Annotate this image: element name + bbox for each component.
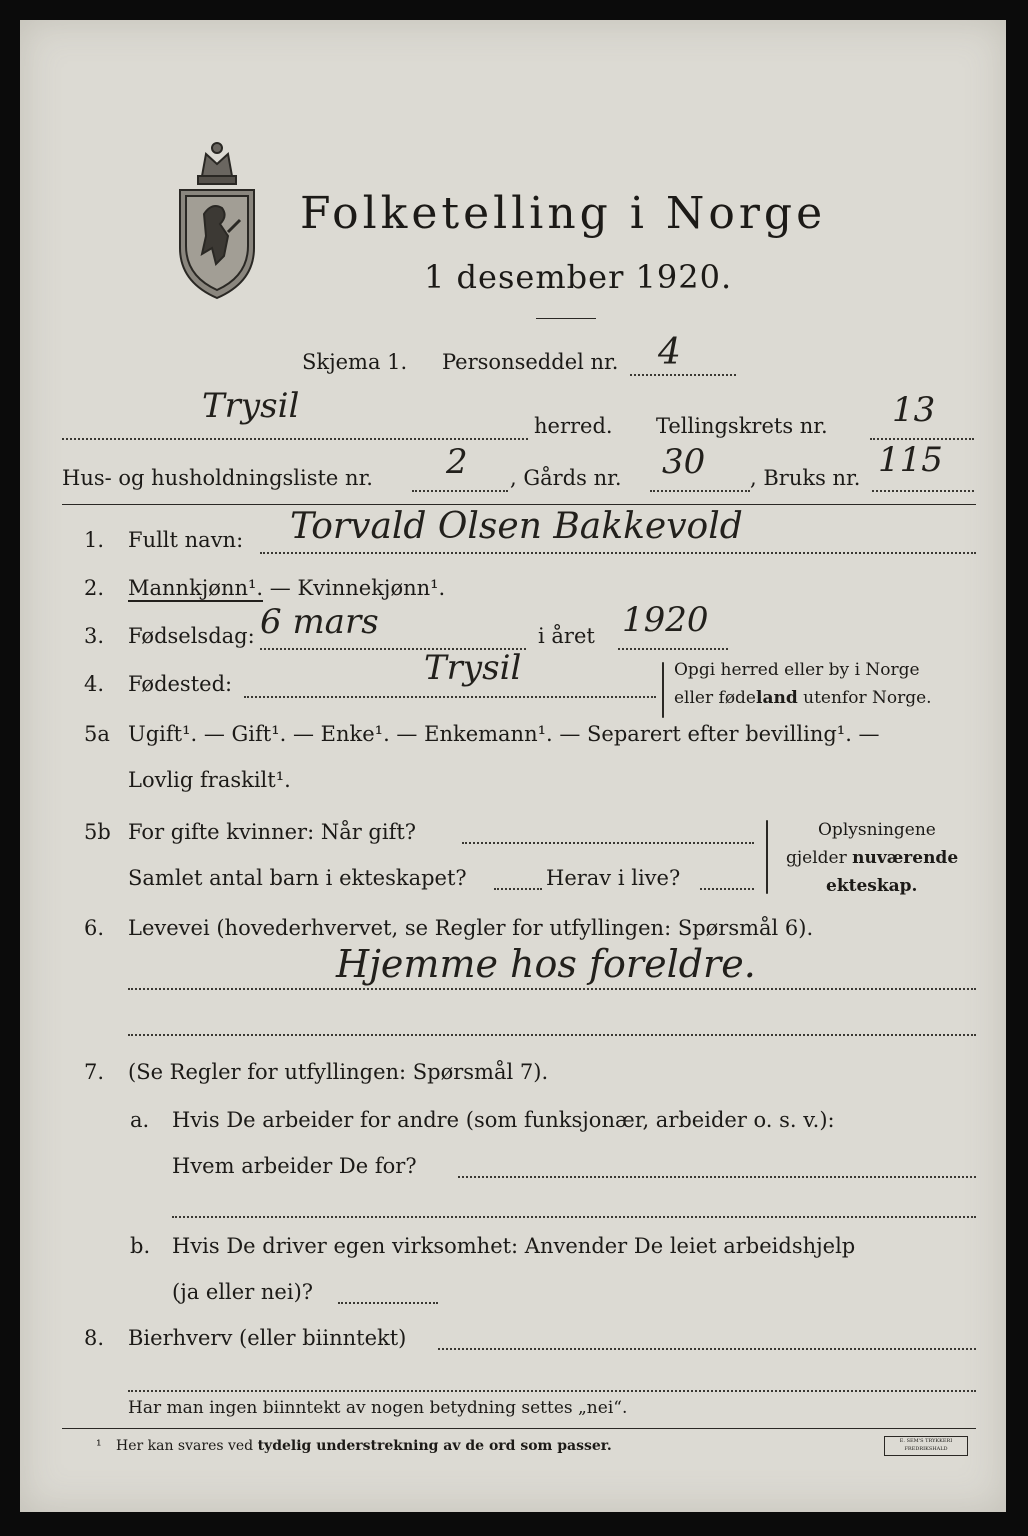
q8-label: Bierhverv (eller biinntekt) bbox=[128, 1326, 407, 1350]
q5b-alive-label: Herav i live? bbox=[546, 866, 681, 890]
q4-note-text-a: eller føde bbox=[674, 688, 756, 708]
q6-label: Levevei (hovederhvervet, se Regler for utfyllingen: Spørsmål 6). bbox=[128, 916, 814, 940]
q8-line2 bbox=[128, 1390, 976, 1392]
form-title: Folketelling i Norge bbox=[300, 188, 827, 239]
footnote-text-a: Her kan svares ved bbox=[116, 1438, 258, 1454]
q5b-alive-line bbox=[700, 888, 754, 890]
q7a-line2: Hvem arbeider De for? bbox=[172, 1154, 417, 1178]
q5b-number: 5b bbox=[84, 820, 111, 844]
q2-number: 2. bbox=[84, 576, 105, 600]
q3-year-label: i året bbox=[538, 624, 595, 648]
printer-stamp: E. SEM'S TRYKKERI FREDRIKSHALD bbox=[884, 1436, 968, 1456]
q4-label: Fødested: bbox=[128, 672, 233, 696]
personseddel-value: 4 bbox=[658, 332, 681, 373]
q8-note: Har man ingen biinntekt av nogen betydning settes „nei“. bbox=[128, 1398, 628, 1418]
q6-line2 bbox=[128, 1034, 976, 1036]
q7a-extra-line bbox=[172, 1216, 976, 1218]
personseddel-label: Personseddel nr. bbox=[442, 350, 619, 374]
q1-number: 1. bbox=[84, 528, 105, 552]
q5b-note-text-b: nuværende bbox=[852, 848, 959, 868]
norway-coat-of-arms-icon bbox=[172, 136, 262, 302]
q4-line bbox=[244, 696, 656, 698]
gards-value: 30 bbox=[662, 442, 706, 482]
q6-number: 6. bbox=[84, 916, 105, 940]
q5b-children-line bbox=[494, 888, 542, 890]
q5b-note-line2 bbox=[786, 848, 958, 868]
q5b-children-label: Samlet antal barn i ekteskapet? bbox=[128, 866, 467, 890]
bruks-value: 115 bbox=[878, 440, 943, 480]
q3-label: Fødselsdag: bbox=[128, 624, 255, 648]
q3-year-line bbox=[618, 648, 728, 650]
footnote-mark: ¹ bbox=[96, 1438, 102, 1454]
q5a-number: 5a bbox=[84, 722, 110, 746]
q5a-line2: Lovlig fraskilt¹. bbox=[128, 768, 291, 792]
title-divider bbox=[536, 318, 596, 319]
personseddel-line bbox=[630, 374, 736, 376]
herred-value: Trysil bbox=[202, 386, 300, 426]
footnote-text-b: tydelig understrekning av de ord som passer. bbox=[257, 1438, 612, 1454]
tellingskrets-value: 13 bbox=[892, 390, 936, 430]
q7b-line1: Hvis De driver egen virksomhet: Anvender De leiet arbeidshjelp bbox=[172, 1234, 856, 1258]
q4-note-text-b: land bbox=[756, 688, 798, 708]
bruks-line bbox=[872, 490, 974, 492]
q3-birthday-value: 6 mars bbox=[260, 602, 379, 642]
q4-note-line2 bbox=[674, 688, 932, 708]
q4-note-line1: Opgi herred eller by i Norge bbox=[674, 660, 920, 680]
footnote-divider bbox=[62, 1428, 976, 1429]
q8-number: 8. bbox=[84, 1326, 105, 1350]
q7a-line1: Hvis De arbeider for andre (som funksjonær, arbeider o. s. v.): bbox=[172, 1108, 835, 1132]
q1-label: Fullt navn: bbox=[128, 528, 244, 552]
gards-label: , Gårds nr. bbox=[510, 466, 622, 490]
q5b-married-line bbox=[462, 842, 754, 844]
schema-label: Skjema 1. bbox=[302, 350, 408, 374]
q2-male-option bbox=[128, 576, 445, 600]
q7b-letter: b. bbox=[130, 1234, 151, 1258]
q7a-employer-line bbox=[458, 1176, 976, 1178]
q5b-line1: For gifte kvinner: Når gift? bbox=[128, 820, 417, 844]
census-date: 1 desember 1920. bbox=[424, 258, 733, 296]
herred-label: herred. bbox=[534, 414, 613, 438]
q3-year-value: 1920 bbox=[622, 600, 709, 640]
q2-male-underlined: Mannkjønn¹. bbox=[128, 576, 264, 600]
q4-birthplace-value: Trysil bbox=[424, 648, 522, 688]
q7b-line2: (ja eller nei)? bbox=[172, 1280, 314, 1304]
q4-note-brace bbox=[662, 662, 664, 718]
q7-number: 7. bbox=[84, 1060, 105, 1084]
q6-line1 bbox=[128, 988, 976, 990]
q4-number: 4. bbox=[84, 672, 105, 696]
census-form bbox=[20, 20, 1006, 1512]
q2-female-option: — Kvinnekjønn¹. bbox=[263, 576, 446, 600]
footnote-text bbox=[116, 1438, 612, 1454]
q1-full-name-value: Torvald Olsen Bakkevold bbox=[290, 506, 743, 547]
q7b-answer-line bbox=[338, 1302, 438, 1304]
bruks-label: , Bruks nr. bbox=[750, 466, 861, 490]
q3-number: 3. bbox=[84, 624, 105, 648]
q5b-note-line3: ekteskap. bbox=[826, 876, 918, 896]
q6-occupation-value: Hjemme hos foreldre. bbox=[336, 942, 756, 986]
q5b-note-text-a: gjelder bbox=[786, 848, 853, 868]
gards-line bbox=[650, 490, 750, 492]
header-divider bbox=[62, 504, 976, 505]
q4-note-text-c: utenfor Norge. bbox=[797, 688, 932, 708]
q1-line bbox=[260, 552, 976, 554]
q7a-letter: a. bbox=[130, 1108, 150, 1132]
q8-line1 bbox=[438, 1348, 976, 1350]
husliste-value: 2 bbox=[446, 442, 468, 482]
q7-label: (Se Regler for utfyllingen: Spørsmål 7). bbox=[128, 1060, 549, 1084]
q5b-note-brace bbox=[766, 820, 768, 894]
husliste-line bbox=[412, 490, 508, 492]
herred-line bbox=[62, 438, 528, 440]
tellingskrets-label: Tellingskrets nr. bbox=[656, 414, 828, 438]
q5a-line1: Ugift¹. — Gift¹. — Enke¹. — Enkemann¹. — Separert efter bevilling¹. — bbox=[128, 722, 880, 746]
q5b-note-line1: Oplysningene bbox=[818, 820, 936, 840]
husliste-label: Hus- og husholdningsliste nr. bbox=[62, 466, 373, 490]
